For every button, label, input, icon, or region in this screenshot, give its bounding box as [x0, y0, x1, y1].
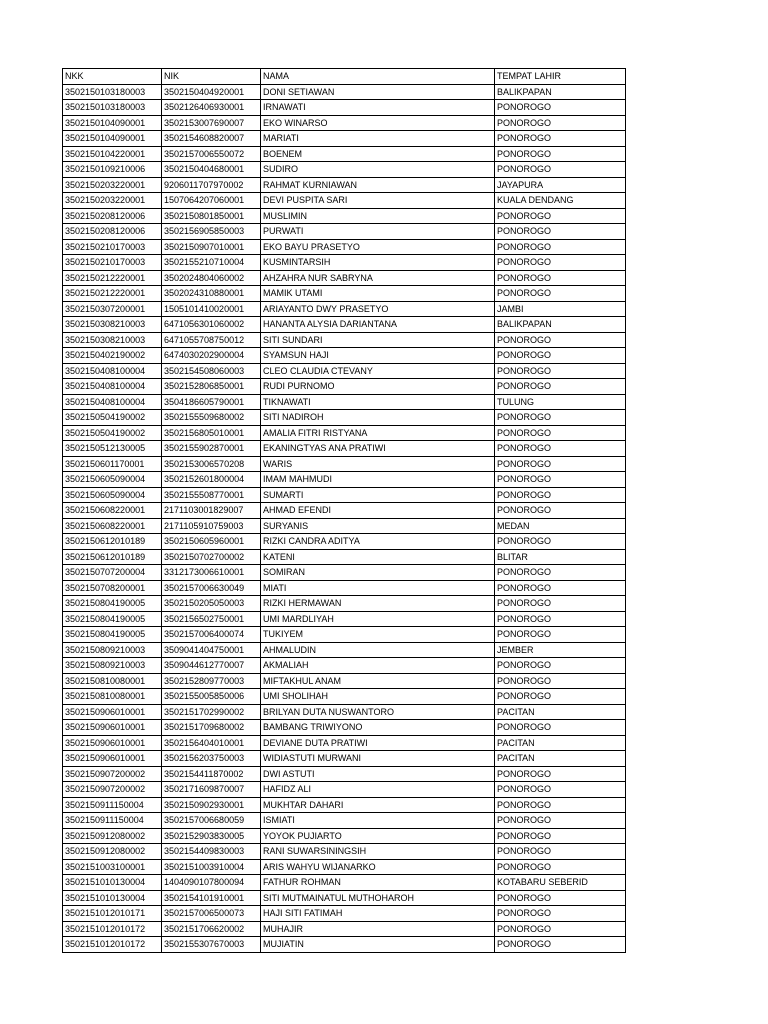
table-row [63, 162, 626, 178]
cell-nkk: 3502150408100004 [63, 363, 162, 379]
cell-nama: SURYANIS [261, 518, 495, 534]
cell-nama: SYAMSUN HAJI [261, 348, 495, 364]
cell-tempat-lahir: BALIKPAPAN [495, 84, 626, 100]
cell-tempat-lahir: PONOROGO [495, 828, 626, 844]
cell-nkk: 3502151012010172 [63, 921, 162, 937]
cell-nkk: 3502150203220001 [63, 193, 162, 209]
cell-nik: 3502157006400074 [162, 627, 261, 643]
cell-nkk: 3502150210170003 [63, 255, 162, 271]
cell-nik: 3502150702700002 [162, 549, 261, 565]
cell-nama: IRNAWATI [261, 100, 495, 116]
cell-tempat-lahir: PONOROGO [495, 782, 626, 798]
cell-tempat-lahir: PONOROGO [495, 844, 626, 860]
cell-nik: 3502157006630049 [162, 580, 261, 596]
cell-nkk: 3502150103180003 [63, 84, 162, 100]
table-row [63, 224, 626, 240]
cell-tempat-lahir: PONOROGO [495, 487, 626, 503]
cell-nik: 3502151003910004 [162, 859, 261, 875]
cell-nik: 3502156905850003 [162, 224, 261, 240]
cell-nkk: 3502150907200002 [63, 766, 162, 782]
cell-nama: MAMIK UTAMI [261, 286, 495, 302]
cell-nkk: 3502150512130005 [63, 441, 162, 457]
cell-nama: SITI SUNDARI [261, 332, 495, 348]
table-row [63, 937, 626, 953]
header-tempat-lahir: TEMPAT LAHIR [495, 69, 626, 85]
cell-nama: TIKNAWATI [261, 394, 495, 410]
cell-nkk: 3502150608220001 [63, 503, 162, 519]
cell-nkk: 3502150804190005 [63, 611, 162, 627]
cell-tempat-lahir: MEDAN [495, 518, 626, 534]
table-row [63, 193, 626, 209]
table-row [63, 797, 626, 813]
cell-tempat-lahir: PONOROGO [495, 379, 626, 395]
table-row [63, 859, 626, 875]
cell-tempat-lahir: PONOROGO [495, 890, 626, 906]
cell-nik: 3502155307670003 [162, 937, 261, 953]
cell-tempat-lahir: PONOROGO [495, 441, 626, 457]
cell-nama: AKMALIAH [261, 658, 495, 674]
cell-nama: HANANTA ALYSIA DARIANTANA [261, 317, 495, 333]
cell-tempat-lahir: PONOROGO [495, 813, 626, 829]
table-row [63, 875, 626, 891]
cell-nkk: 3502150608220001 [63, 518, 162, 534]
cell-tempat-lahir: PONOROGO [495, 580, 626, 596]
cell-nkk: 3502150612010189 [63, 549, 162, 565]
table-row [63, 348, 626, 364]
table-row [63, 208, 626, 224]
cell-nkk: 3502150906010001 [63, 720, 162, 736]
cell-tempat-lahir: KOTABARU SEBERID [495, 875, 626, 891]
table-row [63, 735, 626, 751]
cell-tempat-lahir: PONOROGO [495, 534, 626, 550]
cell-nama: SITI MUTMAINATUL MUTHOHAROH [261, 890, 495, 906]
cell-tempat-lahir: JAMBI [495, 301, 626, 317]
cell-nik: 3502157006500073 [162, 906, 261, 922]
cell-nama: RAHMAT KURNIAWAN [261, 177, 495, 193]
cell-nik: 3502171609870007 [162, 782, 261, 798]
cell-tempat-lahir: PONOROGO [495, 937, 626, 953]
cell-nik: 3502150801850001 [162, 208, 261, 224]
cell-tempat-lahir: PONOROGO [495, 456, 626, 472]
cell-tempat-lahir: PONOROGO [495, 611, 626, 627]
cell-tempat-lahir: PONOROGO [495, 689, 626, 705]
cell-nik: 3502155005850006 [162, 689, 261, 705]
table-row [63, 503, 626, 519]
cell-tempat-lahir: PONOROGO [495, 797, 626, 813]
cell-nkk: 3502150707200004 [63, 565, 162, 581]
table-row [63, 565, 626, 581]
header-row [63, 69, 626, 85]
cell-nkk: 3502150104090001 [63, 131, 162, 147]
cell-nik: 3502154608820007 [162, 131, 261, 147]
table-row [63, 131, 626, 147]
cell-nama: AHMALUDIN [261, 642, 495, 658]
cell-tempat-lahir: PONOROGO [495, 425, 626, 441]
table-row [63, 301, 626, 317]
cell-nik: 3502156502750001 [162, 611, 261, 627]
cell-nkk: 3502150804190005 [63, 627, 162, 643]
cell-nama: SITI NADIROH [261, 410, 495, 426]
table-body [63, 84, 626, 952]
header-nkk: NKK [63, 69, 162, 85]
cell-nama: RANI SUWARSININGSIH [261, 844, 495, 860]
cell-nkk: 3502150103180003 [63, 100, 162, 116]
cell-tempat-lahir: PONOROGO [495, 921, 626, 937]
cell-nik: 3502156203750003 [162, 751, 261, 767]
cell-nik: 3502157006550072 [162, 146, 261, 162]
cell-tempat-lahir: PONOROGO [495, 410, 626, 426]
cell-nkk: 3502150208120006 [63, 224, 162, 240]
cell-nik: 6471055708750012 [162, 332, 261, 348]
cell-nama: BOENEM [261, 146, 495, 162]
cell-nik: 3502155508770001 [162, 487, 261, 503]
table-row [63, 813, 626, 829]
cell-tempat-lahir: KUALA DENDANG [495, 193, 626, 209]
cell-nik: 3312173006610001 [162, 565, 261, 581]
cell-nkk: 3502150402190002 [63, 348, 162, 364]
cell-nik: 3509041404750001 [162, 642, 261, 658]
cell-nama: FATHUR ROHMAN [261, 875, 495, 891]
table-row [63, 317, 626, 333]
cell-nik: 3502155902870001 [162, 441, 261, 457]
cell-nkk: 3502150109210006 [63, 162, 162, 178]
cell-nama: PURWATI [261, 224, 495, 240]
table-row [63, 177, 626, 193]
table-row [63, 286, 626, 302]
cell-nama: BAMBANG TRIWIYONO [261, 720, 495, 736]
cell-nama: HAJI SITI FATIMAH [261, 906, 495, 922]
cell-tempat-lahir: PONOROGO [495, 720, 626, 736]
cell-nama: EKO WINARSO [261, 115, 495, 131]
cell-nkk: 3502150308210003 [63, 317, 162, 333]
cell-nik: 3502152806850001 [162, 379, 261, 395]
cell-nkk: 3502150911150004 [63, 797, 162, 813]
cell-nik: 3502152809770003 [162, 673, 261, 689]
cell-nama: MUSLIMIN [261, 208, 495, 224]
cell-nik: 3502024310880001 [162, 286, 261, 302]
cell-nkk: 3502150906010001 [63, 704, 162, 720]
cell-tempat-lahir: BALIKPAPAN [495, 317, 626, 333]
cell-nkk: 3502150504190002 [63, 410, 162, 426]
cell-nama: WIDIASTUTI MURWANI [261, 751, 495, 767]
cell-nama: UMI SHOLIHAH [261, 689, 495, 705]
cell-nkk: 3502151012010171 [63, 906, 162, 922]
cell-tempat-lahir: PONOROGO [495, 565, 626, 581]
cell-nik: 3502154101910001 [162, 890, 261, 906]
table-row [63, 782, 626, 798]
table-row [63, 580, 626, 596]
cell-nkk: 3502150906010001 [63, 751, 162, 767]
cell-nama: ARIS WAHYU WIJANARKO [261, 859, 495, 875]
table-row [63, 146, 626, 162]
cell-nik: 9206011707970002 [162, 177, 261, 193]
cell-tempat-lahir: PONOROGO [495, 162, 626, 178]
cell-nik: 3502151702990002 [162, 704, 261, 720]
cell-nama: MIFTAKHUL ANAM [261, 673, 495, 689]
cell-nik: 3504186605790001 [162, 394, 261, 410]
cell-tempat-lahir: PONOROGO [495, 146, 626, 162]
cell-nik: 3502126406930001 [162, 100, 261, 116]
cell-nik: 6474030202900004 [162, 348, 261, 364]
cell-nama: WARIS [261, 456, 495, 472]
table-row [63, 410, 626, 426]
cell-nkk: 3502150912080002 [63, 844, 162, 860]
cell-nik: 2171105910759003 [162, 518, 261, 534]
cell-nama: CLEO CLAUDIA CTEVANY [261, 363, 495, 379]
table-row [63, 487, 626, 503]
cell-nama: RIZKI HERMAWAN [261, 596, 495, 612]
cell-nama: TUKIYEM [261, 627, 495, 643]
table-row [63, 394, 626, 410]
table-row [63, 472, 626, 488]
cell-tempat-lahir: PONOROGO [495, 255, 626, 271]
table-row [63, 456, 626, 472]
cell-nama: BRILYAN DUTA NUSWANTORO [261, 704, 495, 720]
data-table [62, 68, 626, 953]
cell-nik: 3502156404010001 [162, 735, 261, 751]
cell-nkk: 3502150307200001 [63, 301, 162, 317]
table-row [63, 658, 626, 674]
cell-nkk: 3502150212220001 [63, 270, 162, 286]
table-row [63, 673, 626, 689]
cell-tempat-lahir: PONOROGO [495, 627, 626, 643]
table-row [63, 332, 626, 348]
cell-nik: 3502152601800004 [162, 472, 261, 488]
cell-tempat-lahir: PONOROGO [495, 286, 626, 302]
table-row [63, 425, 626, 441]
cell-nkk: 3502150104090001 [63, 115, 162, 131]
cell-nik: 3502156805010001 [162, 425, 261, 441]
cell-nkk: 3502150208120006 [63, 208, 162, 224]
table-row [63, 379, 626, 395]
cell-nkk: 3502150408100004 [63, 379, 162, 395]
cell-tempat-lahir: PONOROGO [495, 363, 626, 379]
cell-nama: DWI ASTUTI [261, 766, 495, 782]
cell-nkk: 3502151010130004 [63, 890, 162, 906]
cell-nama: SUMARTI [261, 487, 495, 503]
cell-tempat-lahir: PONOROGO [495, 348, 626, 364]
cell-tempat-lahir: PONOROGO [495, 131, 626, 147]
cell-tempat-lahir: PONOROGO [495, 332, 626, 348]
cell-nik: 3502150907010001 [162, 239, 261, 255]
table-row [63, 627, 626, 643]
cell-nkk: 3502150210170003 [63, 239, 162, 255]
cell-nkk: 3502150810080001 [63, 673, 162, 689]
cell-tempat-lahir: PONOROGO [495, 906, 626, 922]
cell-nkk: 3502150601170001 [63, 456, 162, 472]
cell-nama: UMI MARDLIYAH [261, 611, 495, 627]
table-row [63, 363, 626, 379]
cell-nik: 3502154411870002 [162, 766, 261, 782]
cell-nama: DONI SETIAWAN [261, 84, 495, 100]
cell-nkk: 3502150612010189 [63, 534, 162, 550]
cell-nik: 1404090107800094 [162, 875, 261, 891]
cell-nik: 3502154508060003 [162, 363, 261, 379]
table-row [63, 689, 626, 705]
cell-nik: 1507064207060001 [162, 193, 261, 209]
cell-tempat-lahir: PONOROGO [495, 239, 626, 255]
cell-nkk: 3502150504190002 [63, 425, 162, 441]
cell-nkk: 3502150212220001 [63, 286, 162, 302]
cell-nama: AMALIA FITRI RISTYANA [261, 425, 495, 441]
cell-tempat-lahir: PONOROGO [495, 115, 626, 131]
cell-tempat-lahir: PONOROGO [495, 208, 626, 224]
cell-nik: 3502150404680001 [162, 162, 261, 178]
cell-tempat-lahir: PACITAN [495, 704, 626, 720]
cell-nkk: 3502150911150004 [63, 813, 162, 829]
cell-nama: IMAM MAHMUDI [261, 472, 495, 488]
cell-nama: AHMAD EFENDI [261, 503, 495, 519]
cell-nik: 3502155509680002 [162, 410, 261, 426]
cell-tempat-lahir: PONOROGO [495, 224, 626, 240]
cell-nama: RIZKI CANDRA ADITYA [261, 534, 495, 550]
cell-nama: RUDI PURNOMO [261, 379, 495, 395]
cell-nama: SOMIRAN [261, 565, 495, 581]
cell-tempat-lahir: PONOROGO [495, 859, 626, 875]
cell-nama: SUDIRO [261, 162, 495, 178]
table-row [63, 239, 626, 255]
cell-tempat-lahir: PACITAN [495, 735, 626, 751]
cell-tempat-lahir: PONOROGO [495, 472, 626, 488]
cell-tempat-lahir: PONOROGO [495, 658, 626, 674]
cell-nkk: 3502150408100004 [63, 394, 162, 410]
cell-tempat-lahir: PONOROGO [495, 503, 626, 519]
cell-nik: 3502150205050003 [162, 596, 261, 612]
cell-nkk: 3502150203220001 [63, 177, 162, 193]
cell-nkk: 3502150809210003 [63, 642, 162, 658]
cell-nkk: 3502150804190005 [63, 596, 162, 612]
cell-nik: 3502155210710004 [162, 255, 261, 271]
cell-nik: 2171103001829007 [162, 503, 261, 519]
cell-nik: 1505101410020001 [162, 301, 261, 317]
cell-nama: YOYOK PUJIARTO [261, 828, 495, 844]
cell-tempat-lahir: BLITAR [495, 549, 626, 565]
cell-tempat-lahir: PONOROGO [495, 673, 626, 689]
cell-nkk: 3502150912080002 [63, 828, 162, 844]
table-row [63, 596, 626, 612]
table-row [63, 844, 626, 860]
cell-tempat-lahir: PACITAN [495, 751, 626, 767]
cell-nik: 6471056301060002 [162, 317, 261, 333]
cell-nik: 3502151706620002 [162, 921, 261, 937]
cell-nik: 3502150404920001 [162, 84, 261, 100]
table-row [63, 84, 626, 100]
cell-nkk: 3502150809210003 [63, 658, 162, 674]
cell-nama: MIATI [261, 580, 495, 596]
table-row [63, 270, 626, 286]
cell-tempat-lahir: PONOROGO [495, 100, 626, 116]
cell-tempat-lahir: PONOROGO [495, 596, 626, 612]
cell-tempat-lahir: PONOROGO [495, 766, 626, 782]
cell-tempat-lahir: TULUNG [495, 394, 626, 410]
cell-nik: 3502153006570208 [162, 456, 261, 472]
cell-nkk: 3502151003100001 [63, 859, 162, 875]
cell-tempat-lahir: PONOROGO [495, 270, 626, 286]
table-row [63, 441, 626, 457]
cell-nkk: 3502150810080001 [63, 689, 162, 705]
cell-nkk: 3502150605090004 [63, 472, 162, 488]
cell-nkk: 3502150906010001 [63, 735, 162, 751]
cell-nama: KUSMINTARSIH [261, 255, 495, 271]
cell-nama: EKANINGTYAS ANA PRATIWI [261, 441, 495, 457]
cell-nama: MARIATI [261, 131, 495, 147]
cell-nik: 3502157006680059 [162, 813, 261, 829]
table-row [63, 828, 626, 844]
cell-nkk: 3502150104220001 [63, 146, 162, 162]
table-row [63, 704, 626, 720]
cell-nama: MUKHTAR DAHARI [261, 797, 495, 813]
cell-nkk: 3502150308210003 [63, 332, 162, 348]
cell-nkk: 3502150605090004 [63, 487, 162, 503]
cell-nik: 3502153007690007 [162, 115, 261, 131]
table-row [63, 534, 626, 550]
cell-nik: 3502150902930001 [162, 797, 261, 813]
cell-nkk: 3502151012010172 [63, 937, 162, 953]
cell-nama: KATENI [261, 549, 495, 565]
cell-nama: DEVI PUSPITA SARI [261, 193, 495, 209]
header-nama: NAMA [261, 69, 495, 85]
cell-nama: MUHAJIR [261, 921, 495, 937]
table-row [63, 642, 626, 658]
table-row [63, 518, 626, 534]
cell-tempat-lahir: JEMBER [495, 642, 626, 658]
table-row [63, 100, 626, 116]
table-row [63, 549, 626, 565]
cell-nik: 3502154409830003 [162, 844, 261, 860]
table-row [63, 766, 626, 782]
cell-nkk: 3502150708200001 [63, 580, 162, 596]
cell-nama: ARIAYANTO DWY PRASETYO [261, 301, 495, 317]
cell-nik: 3509044612770007 [162, 658, 261, 674]
table-row [63, 255, 626, 271]
cell-nama: HAFIDZ ALI [261, 782, 495, 798]
cell-nik: 3502151709680002 [162, 720, 261, 736]
table-row [63, 115, 626, 131]
table-row [63, 611, 626, 627]
table-row [63, 751, 626, 767]
cell-tempat-lahir: JAYAPURA [495, 177, 626, 193]
table-row [63, 906, 626, 922]
cell-nama: MUJIATIN [261, 937, 495, 953]
cell-nama: DEVIANE DUTA PRATIWI [261, 735, 495, 751]
header-nik: NIK [162, 69, 261, 85]
cell-nik: 3502152903830005 [162, 828, 261, 844]
table-row [63, 921, 626, 937]
cell-nik: 3502150605960001 [162, 534, 261, 550]
table-row [63, 720, 626, 736]
cell-nkk: 3502150907200002 [63, 782, 162, 798]
cell-nama: EKO BAYU PRASETYO [261, 239, 495, 255]
cell-nik: 3502024804060002 [162, 270, 261, 286]
cell-nkk: 3502151010130004 [63, 875, 162, 891]
table-row [63, 890, 626, 906]
cell-nama: ISMIATI [261, 813, 495, 829]
cell-nama: AHZAHRA NUR SABRYNA [261, 270, 495, 286]
